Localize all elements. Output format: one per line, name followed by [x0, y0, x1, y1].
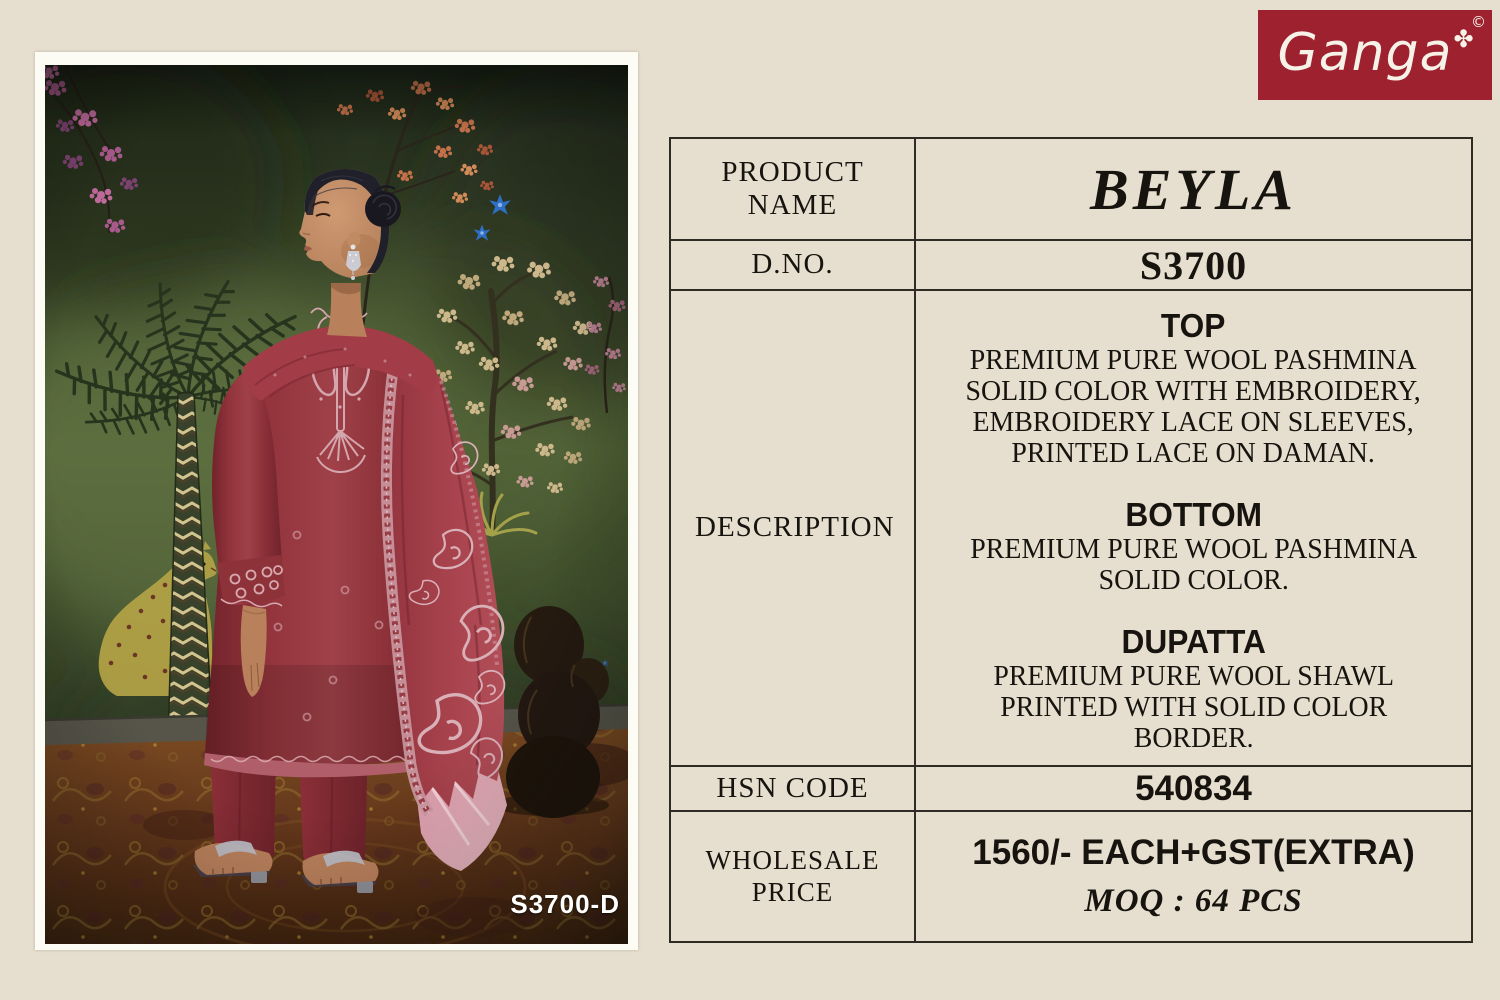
clover-icon: ✤ — [1453, 26, 1474, 53]
copyright-icon: © — [1471, 13, 1486, 31]
product-name-value: BEYLA — [1090, 156, 1297, 222]
description-line: SOLID COLOR. — [1098, 564, 1289, 596]
wholesale-value-cell — [914, 810, 1471, 941]
dno-value-cell — [914, 239, 1471, 289]
description-line: EMBROIDERY LACE ON SLEEVES, — [972, 406, 1415, 438]
description-section-dupatta — [993, 623, 1394, 754]
wholesale-price-value: 1560/- EACH+GST(EXTRA) — [972, 833, 1415, 872]
hsn-label-cell — [671, 765, 914, 810]
product-name-value-cell — [914, 139, 1471, 239]
photo-design-code-label: S3700-D — [510, 889, 620, 919]
description-line: PRINTED LACE ON DAMAN. — [1011, 437, 1376, 469]
description-line: PREMIUM PURE WOOL PASHMINA — [970, 533, 1417, 565]
description-line: PREMIUM PURE WOOL SHAWL — [993, 660, 1394, 692]
description-heading: TOP — [1161, 307, 1226, 344]
description-heading: BOTTOM — [1125, 496, 1262, 533]
model-photo — [45, 65, 628, 944]
product-name-label-cell — [671, 139, 914, 239]
product-name-label: PRODUCT NAME — [721, 155, 864, 221]
description-line: BORDER. — [1133, 722, 1254, 754]
description-label-cell — [671, 289, 914, 765]
dno-value: S3700 — [1139, 242, 1248, 288]
moq-value: MOQ : 64 PCS — [1084, 883, 1303, 919]
dno-label: D.NO. — [751, 248, 834, 281]
description-section-bottom — [970, 496, 1417, 596]
brand-logo-text: Ganga — [1277, 23, 1453, 83]
product-spec-table — [669, 137, 1473, 943]
description-heading: DUPATTA — [1121, 623, 1266, 660]
description-value-cell — [914, 289, 1471, 765]
wholesale-label: WHOLESALE PRICE — [705, 845, 880, 907]
hsn-value: 540834 — [1135, 768, 1252, 808]
description-line: PREMIUM PURE WOOL PASHMINA — [970, 344, 1417, 376]
description-section-top — [966, 307, 1421, 469]
brand-logo — [1258, 10, 1492, 100]
description-line: PRINTED WITH SOLID COLOR — [1000, 691, 1387, 723]
photo-vignette — [45, 65, 628, 944]
description-line: SOLID COLOR WITH EMBROIDERY, — [965, 375, 1422, 407]
description-label: DESCRIPTION — [695, 511, 895, 544]
wholesale-label-cell — [671, 810, 914, 941]
dno-label-cell — [671, 239, 914, 289]
hsn-label: HSN CODE — [716, 771, 869, 804]
hsn-value-cell — [914, 765, 1471, 810]
photo-frame — [35, 52, 638, 950]
model-photo-illustration — [45, 65, 628, 944]
